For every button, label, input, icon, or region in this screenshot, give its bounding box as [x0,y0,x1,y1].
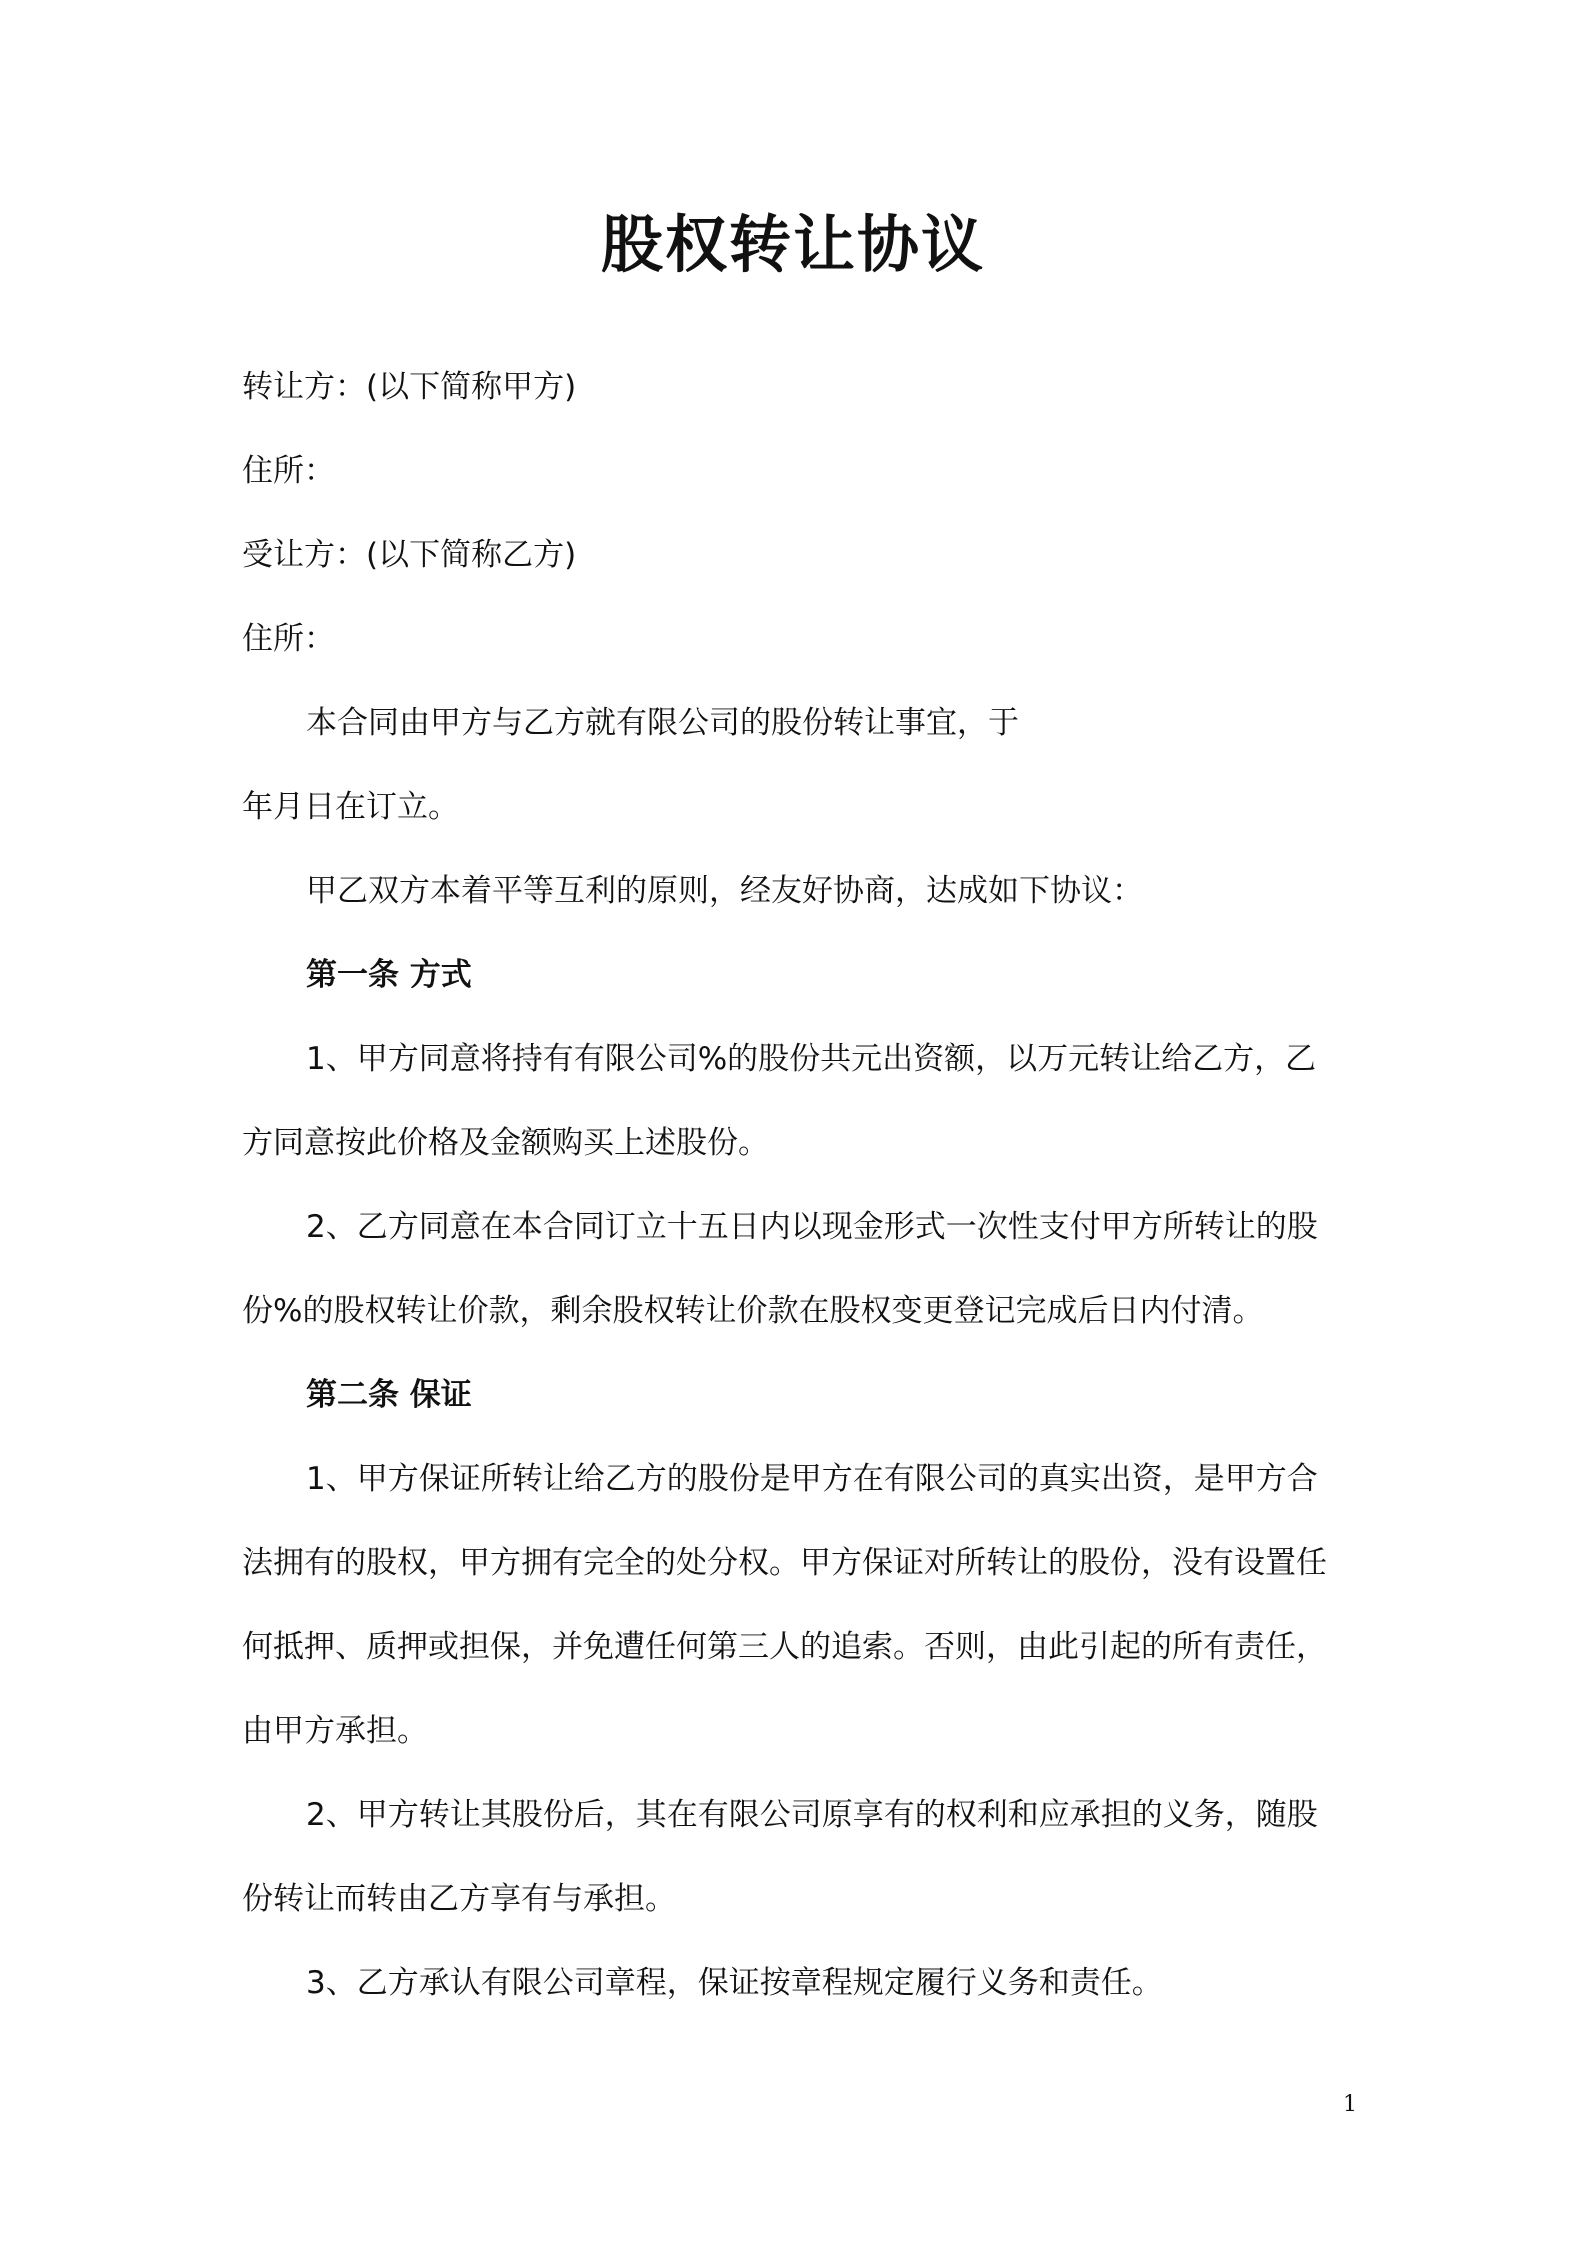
article-2-clause-2-line-2: 份转让而转由乙方享有与承担。 [242,1881,676,1917]
article-1-heading: 第一条 方式 [306,957,472,993]
contract-intro-line-1: 本合同由甲方与乙方就有限公司的股份转让事宜，于 [306,705,1019,741]
agreement-intro-line: 甲乙双方本着平等互利的原则，经友好协商，达成如下协议： [306,873,1143,909]
transferor-address-line: 住所： [242,453,335,489]
article-1-clause-1-line-2: 方同意按此价格及金额购买上述股份。 [242,1125,769,1161]
page-number: 1 [1343,2092,1357,2117]
contract-intro-line-2: 年月日在订立。 [242,789,459,825]
article-2-clause-2-line-1: 2、甲方转让其股份后，其在有限公司原享有的权利和应承担的义务，随股 [306,1797,1318,1833]
article-2-clause-1-line-1: 1、甲方保证所转让给乙方的股份是甲方在有限公司的真实出资，是甲方合 [306,1461,1318,1497]
article-2-clause-1-line-2: 法拥有的股权，甲方拥有完全的处分权。甲方保证对所转让的股份，没有设置任 [242,1545,1327,1581]
article-2-clause-1-line-4: 由甲方承担。 [242,1713,428,1749]
article-1-clause-2-line-1: 2、乙方同意在本合同订立十五日内以现金形式一次性支付甲方所转让的股 [306,1209,1318,1245]
transferee-address-line: 住所： [242,621,335,657]
document-title: 股权转让协议 [600,208,985,281]
transferee-line: 受让方：(以下简称乙方) [242,537,577,573]
article-2-clause-3-line-1: 3、乙方承认有限公司章程，保证按章程规定履行义务和责任。 [306,1965,1163,2001]
article-2-clause-1-line-3: 何抵押、质押或担保，并免遭任何第三人的追索。否则，由此引起的所有责任， [242,1629,1327,1665]
article-1-clause-1-line-1: 1、甲方同意将持有有限公司%的股份共元出资额，以万元转让给乙方，乙 [306,1041,1317,1077]
article-2-heading: 第二条 保证 [306,1377,472,1413]
document-body [242,345,1352,2025]
article-1-clause-2-line-2: 份%的股权转让价款，剩余股权转让价款在股权变更登记完成后日内付清。 [242,1293,1264,1329]
transferor-line: 转让方：(以下简称甲方) [242,369,577,405]
